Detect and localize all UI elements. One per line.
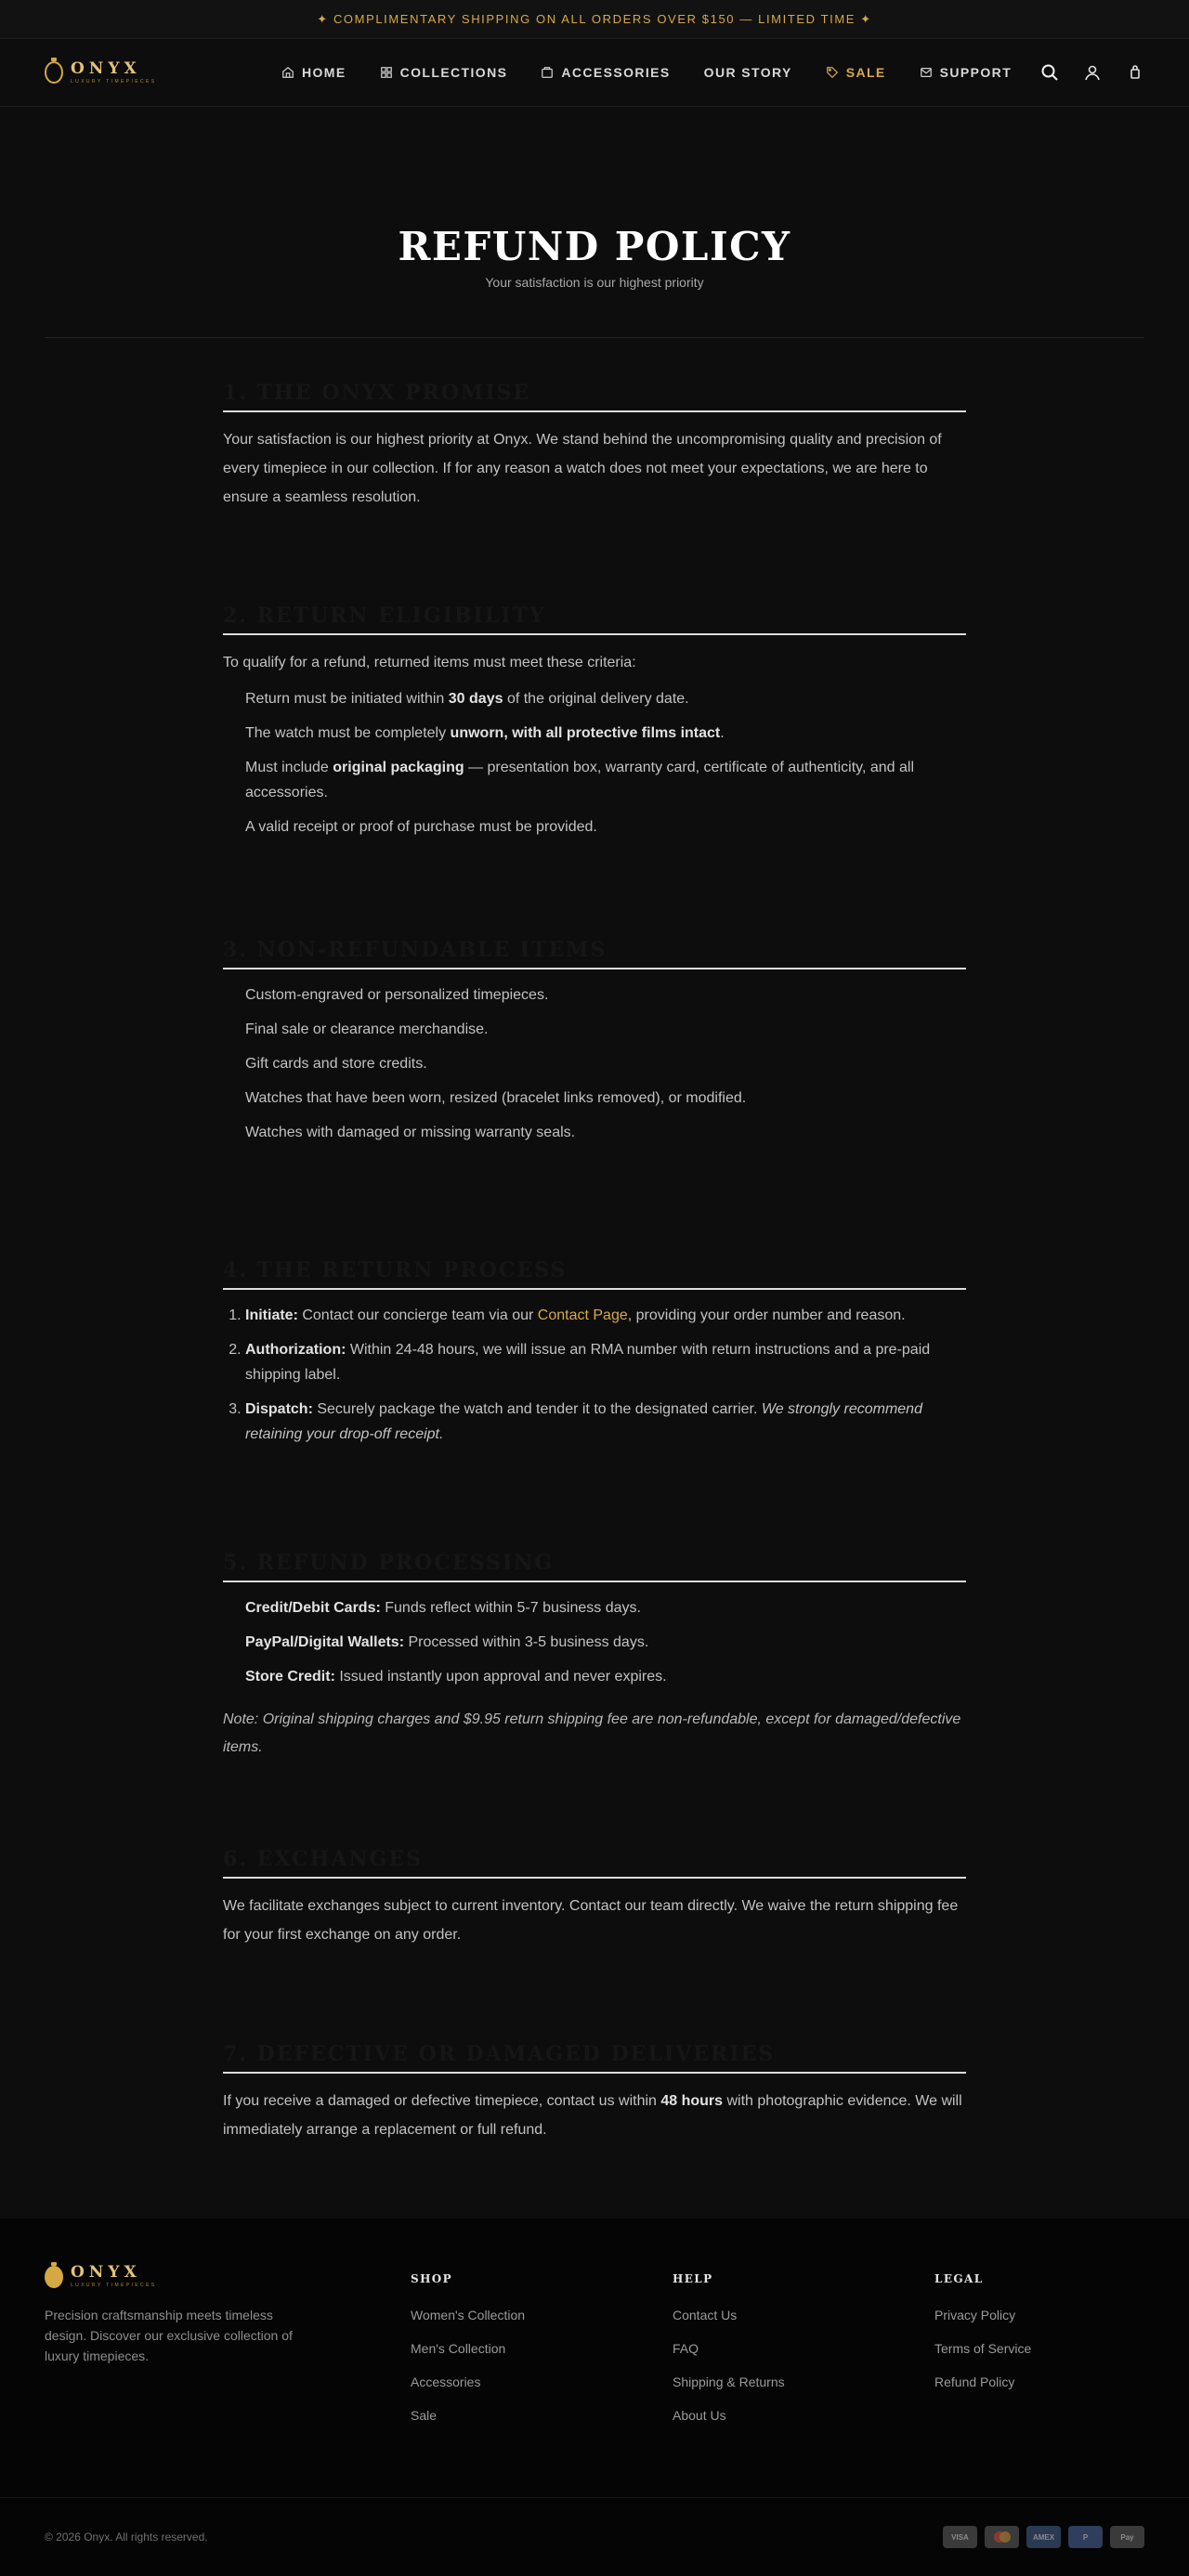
footer-brand [45,2265,411,2441]
nav-accessories[interactable] [541,65,670,80]
eligibility-list [223,686,966,839]
section-intro: To qualify for a refund, returned items must meet these criteria: [223,655,636,670]
footer-link[interactable]: Privacy Policy [934,2308,1016,2322]
apple-pay-icon: Pay [1110,2526,1144,2548]
nav-collections-label: COLLECTIONS [399,65,508,80]
list-item: Return must be initiated within 30 days of the original delivery date. [245,691,689,707]
nav-home-label: HOME [302,65,346,80]
main-content [0,107,1189,2192]
list-item: Custom-engraved or personalized timepieces. [245,987,549,1003]
section-title: 3. NON-REFUNDABLE ITEMS [223,938,966,969]
refund-methods-list [223,1595,966,1689]
nav-collections[interactable] [380,65,508,80]
announcement-bar [0,0,1189,39]
section-text: We facilitate exchanges subject to current inventory. Contact our team directly. We waive the return shipping fee for your first exchange on any order. [223,1898,959,1943]
footer-link[interactable]: Refund Policy [934,2374,1015,2389]
footer-heading: HELP [673,2272,713,2285]
nav-sale[interactable] [826,65,886,80]
footer-logo[interactable] [45,2265,230,2288]
account-icon[interactable] [1083,63,1102,82]
nav-support-label: SUPPORT [939,65,1013,80]
footer-heading: LEGAL [934,2272,984,2285]
footer-link[interactable]: Accessories [411,2374,481,2389]
section-non-refundable [223,897,966,1203]
non-refundable-list [223,982,966,1145]
footer-heading: SHOP [411,2272,453,2285]
nav-our-story[interactable] [704,65,792,80]
list-item: A valid receipt or proof of purchase must be provided. [245,819,597,835]
list-item: Store Credit: Issued instantly upon approval and never expires. [245,1669,667,1685]
footer-link[interactable]: Men's Collection [411,2341,506,2356]
list-item: Credit/Debit Cards: Funds reflect within 5-7 business days. [245,1600,641,1616]
amex-icon: AMEX [1026,2526,1061,2548]
footer-description: Precision craftsmanship meets timeless design. Discover our exclusive collection of luxury timepieces. [45,2308,293,2363]
footer-link[interactable]: About Us [673,2408,726,2423]
footer-link[interactable]: Sale [411,2408,438,2423]
section-defective [223,1997,966,2192]
footer-legal [934,2265,1139,2441]
section-promise [223,338,966,560]
watch-logo-icon [45,2266,63,2288]
paypal-icon: P [1068,2526,1103,2548]
section-title: 1. THE ONYX PROMISE [223,381,966,412]
section-text: If you receive a damaged or defective timepiece, contact us within 48 hours with photographic evidence. We will immediately arrange a replacement or full refund. [223,2093,962,2138]
nav-home[interactable] [281,65,346,80]
footer-link[interactable]: Terms of Service [934,2341,1032,2356]
list-item: 3. Dispatch: Securely package the watch and tender it to the designated carrier. We strongly recommend retaining your drop-off receipt. [245,1397,966,1447]
section-eligibility [223,560,966,897]
home-icon [281,66,294,79]
main-nav [281,65,1012,80]
list-item: Watches that have been worn, resized (bracelet links removed), or modified. [245,1090,747,1106]
header-actions [1040,63,1144,82]
page-hero [0,224,1189,290]
list-item: The watch must be completely unworn, with all protective films intact. [245,725,725,741]
visa-icon: VISA [943,2526,977,2548]
grid-icon [380,66,393,79]
nav-sale-label: SALE [845,65,886,80]
footer-link[interactable]: Women's Collection [411,2308,526,2322]
footer-shop [411,2265,673,2441]
footer-help [673,2265,934,2441]
nav-our-story-label: OUR STORY [703,65,792,80]
brand-tagline: LUXURY TIMEPIECES [71,78,157,85]
refund-note: Note: Original shipping charges and $9.95 return shipping fee are non-refundable, except for damaged/defective items. [223,1711,961,1755]
nav-support[interactable] [920,65,1012,80]
nav-accessories-label: ACCESSORIES [561,65,671,80]
section-title: 5. REFUND PROCESSING [223,1551,966,1582]
footer-link[interactable]: Contact Us [673,2308,738,2322]
footer-link[interactable]: FAQ [673,2341,699,2356]
site-header [0,39,1189,107]
section-title: 7. DEFECTIVE OR DAMAGED DELIVERIES [223,2042,966,2074]
list-item: Final sale or clearance merchandise. [245,1021,489,1037]
site-footer [0,2218,1189,2576]
return-steps [223,1303,966,1447]
tag-icon [826,66,839,79]
footer-link[interactable]: Shipping & Returns [673,2374,785,2389]
bag-icon [541,66,554,79]
page-title: REFUND POLICY [398,224,791,269]
brand-name: ONYX [71,2263,141,2282]
mail-icon [920,66,933,79]
watch-logo-icon [45,61,63,84]
announcement-text: ✦ COMPLIMENTARY SHIPPING ON ALL ORDERS OVER $150 — LIMITED TIME ✦ [317,11,872,26]
section-return-process [223,1203,966,1504]
contact-page-link[interactable]: Contact Page [537,1308,628,1323]
policy-content [223,338,966,2192]
brand-logo[interactable] [45,61,230,85]
search-icon[interactable] [1040,63,1059,82]
list-item: 1. Initiate: Contact our concierge team via our Contact Page, providing your order number and reason. [245,1303,966,1328]
list-item: PayPal/Digital Wallets: Processed within 3-5 business days. [245,1634,649,1650]
section-title: 4. THE RETURN PROCESS [223,1258,966,1290]
section-exchanges [223,1810,966,1997]
copyright: © 2026 Onyx. All rights reserved. [45,2530,208,2543]
page-subtitle: Your satisfaction is our highest priority [485,275,704,290]
section-title: 2. RETURN ELIGIBILITY [223,604,966,635]
list-item: 2. Authorization: Within 24-48 hours, we will issue an RMA number with return instructions and a pre-paid shipping label. [245,1337,966,1387]
section-title: 6. EXCHANGES [223,1847,966,1879]
section-text: Your satisfaction is our highest priority at Onyx. We stand behind the uncompromising quality and precision of every timepiece in our collection. If for any reason a watch does not meet your expectations, we are here to ensure a seamless resolution. [223,432,942,505]
section-refund-processing [223,1504,966,1810]
payment-methods [943,2526,1144,2548]
list-item: Watches with damaged or missing warranty seals. [245,1125,576,1140]
cart-icon[interactable] [1126,63,1144,82]
mastercard-icon [985,2526,1019,2548]
brand-name: ONYX [71,59,141,78]
list-item: Must include original packaging — presentation box, warranty card, certificate of authenticity, and all accessories. [245,760,915,800]
brand-tagline: LUXURY TIMEPIECES [71,2283,157,2288]
list-item: Gift cards and store credits. [245,1056,427,1072]
